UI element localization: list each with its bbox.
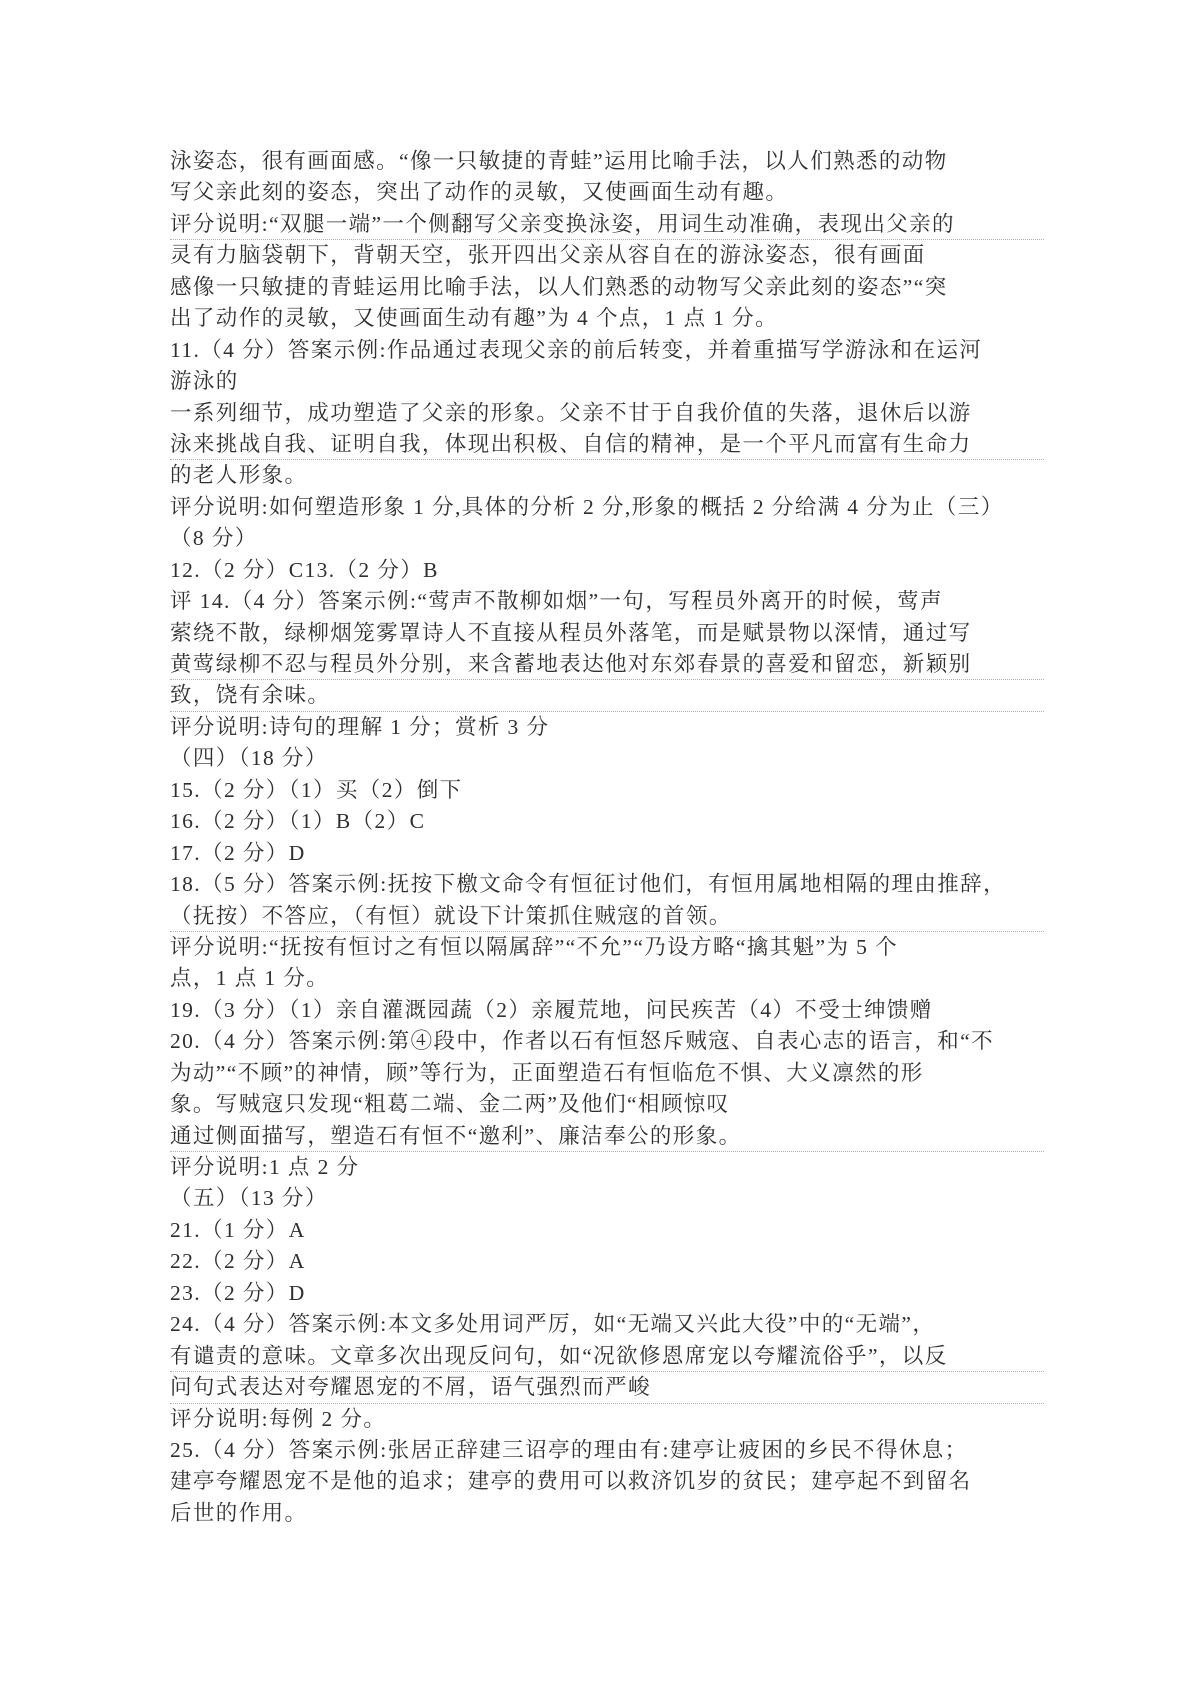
text-line: 游泳的 xyxy=(170,369,239,394)
text-line: 18.（5 分）答案示例:抚按下檄文命令有恒征讨他们，有恒用属地相隔的理由推辞， xyxy=(170,872,1006,897)
text-line: 评分说明:如何塑造形象 1 分,具体的分析 2 分,形象的概括 2 分给满 4 分为止（三） xyxy=(170,494,1004,519)
text-line: 后世的作用。 xyxy=(170,1500,308,1525)
text-line: 11.（4 分）答案示例:作品通过表现父亲的前后转变，并着重描写学游泳和在运河 xyxy=(170,337,983,362)
text-line: 出了动作的灵敏，又使画面生动有趣”为 4 个点，1 点 1 分。 xyxy=(170,306,778,331)
text-line: 评分说明:“抚按有恒讨之有恒以隔属辞”“不允”“乃设方略“擒其魁”为 5 个 xyxy=(170,934,898,959)
text-line: 24.（4 分）答案示例:本文多处用词严厉，如“无端又兴此大役”中的“无端”， xyxy=(170,1312,936,1337)
text-line: 的老人形象。 xyxy=(170,463,308,488)
text-line: 点，1 点 1 分。 xyxy=(170,966,330,991)
text-line: 评分说明:“双腿一端”一个侧翻写父亲变换泳姿，用词生动准确，表现出父亲的 xyxy=(170,209,1044,240)
text-line: 15.（2 分）（1）买（2）倒下 xyxy=(170,777,463,802)
text-line: 泳姿态，很有画面感。“像一只敏捷的青蛙”运用比喻手法，以人们熟悉的动物 xyxy=(170,149,948,173)
text-line: 有谴责的意味。文章多次出现反问句，如“况欲修恩席宠以夸耀流俗乎”，以反 xyxy=(170,1341,1044,1372)
text-line: 致，饶有余味。 xyxy=(170,680,1044,711)
text-line: 写父亲此刻的姿态，突出了动作的灵敏，又使画面生动有趣。 xyxy=(170,180,789,205)
text-line: 22.（2 分）A xyxy=(170,1249,306,1274)
text-line: 20.（4 分）答案示例:第④段中，作者以石有恒怒斥贼寇、自表心志的语言，和“不 xyxy=(170,1029,995,1054)
text-line: 23.（2 分）D xyxy=(170,1280,306,1305)
text-line: 问句式表达对夸耀恩宠的不屑，语气强烈而严峻 xyxy=(170,1372,1044,1403)
text-line: 灵有力脑袋朝下，背朝天空，张开四出父亲从容自在的游泳姿态，很有画面 xyxy=(170,243,926,268)
text-line: 16.（2 分）（1）B（2）C xyxy=(170,809,426,834)
text-line: 通过侧面描写，塑造石有恒不“邀利”、廉洁奉公的形象。 xyxy=(170,1121,1044,1152)
text-line: 评分说明:每例 2 分。 xyxy=(170,1406,387,1431)
text-line: （五）（13 分） xyxy=(170,1186,328,1211)
text-line: 评 14.（4 分）答案示例:“莺声不散柳如烟”一句，写程员外离开的时候，莺声 xyxy=(170,589,944,614)
text-line: 泳来挑战自我、证明自我，体现出积极、自信的精神，是一个平凡而富有生命力 xyxy=(170,429,1044,460)
text-line: 萦绕不散，绿柳烟笼雾罩诗人不直接从程员外落笔，而是赋景物以深情，通过写 xyxy=(170,620,972,645)
text-line: 19.（3 分）（1）亲自灌溉园蔬（2）亲履荒地，问民疾苦（4）不受士绅馈赠 xyxy=(170,997,933,1022)
answer-key-text-block xyxy=(170,146,1044,1529)
text-line: （8 分） xyxy=(170,526,258,551)
text-line: 21.（1 分）A xyxy=(170,1217,306,1242)
text-line: 黄莺绿柳不忍与程员外分别，来含蓄地表达他对东郊春景的喜爱和留恋，新颖别 xyxy=(170,649,1044,680)
text-line: 建亭夸耀恩宠不是他的追求；建亭的费用可以救济饥岁的贫民；建亭起不到留名 xyxy=(170,1469,972,1494)
text-line: （四）（18 分） xyxy=(170,746,328,771)
text-line: 12.（2 分）C13.（2 分）B xyxy=(170,557,439,582)
text-line: 感像一只敏捷的青蛙运用比喻手法，以人们熟悉的动物写父亲此刻的姿态”“突 xyxy=(170,274,948,299)
text-line: 为动”“不顾”的神情，顾”等行为，正面塑造石有恒临危不惧、大义凛然的形 xyxy=(170,1060,924,1085)
text-line: 象。写贼寇只发现“粗葛二端、金二两”及他们“相顾惊叹 xyxy=(170,1092,730,1117)
text-line: 17.（2 分）D xyxy=(170,840,306,865)
text-line: 评分说明:1 点 2 分 xyxy=(170,1155,360,1179)
text-line: 一系列细节，成功塑造了父亲的形象。父亲不甘于自我价值的失落，退休后以游 xyxy=(170,400,972,425)
text-line: （抚按）不答应，（有恒）就设下计策抓住贼寇的首领。 xyxy=(170,901,1044,932)
text-line: 25.（4 分）答案示例:张居正辞建三诏亭的理由有:建亭让疲困的乡民不得休息； xyxy=(170,1437,968,1462)
text-line: 评分说明:诗句的理解 1 分；赏析 3 分 xyxy=(170,714,550,739)
